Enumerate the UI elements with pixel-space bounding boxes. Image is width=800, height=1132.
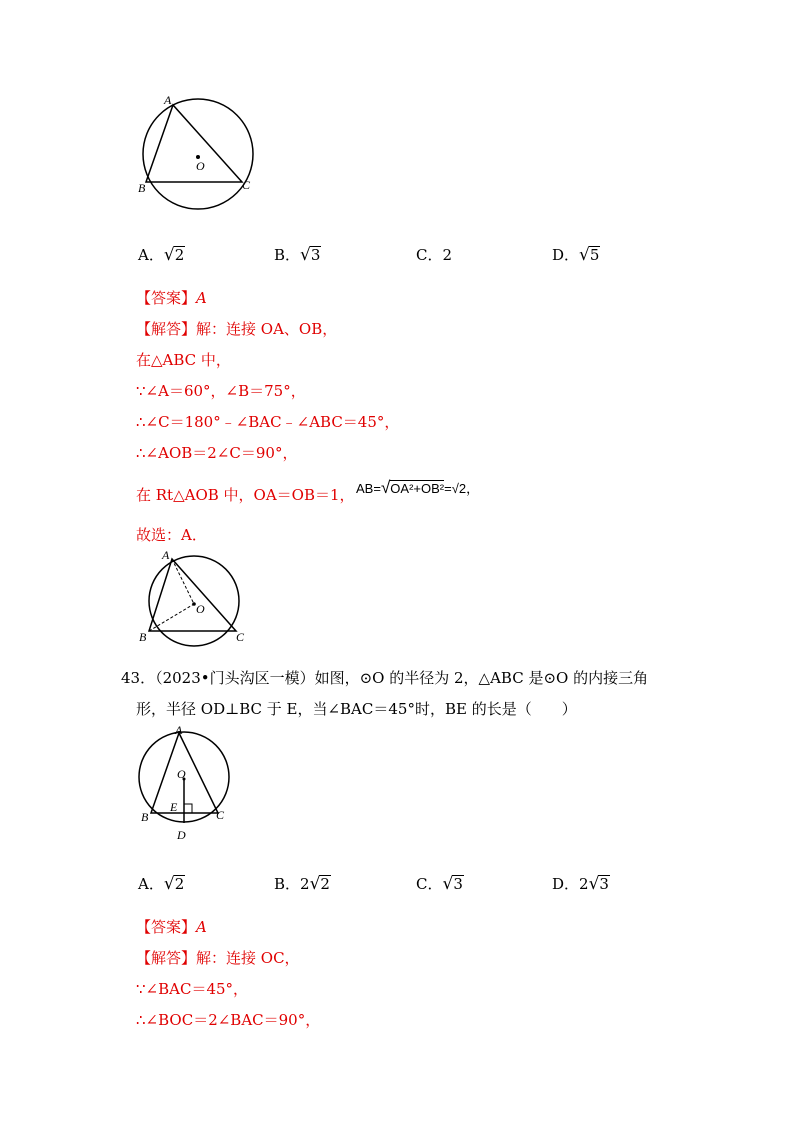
- solution-2-line-2: ∵∠BAC＝45°，: [136, 980, 249, 998]
- label-a: A: [164, 93, 172, 107]
- sqrt-icon: √3: [300, 245, 321, 265]
- option-a[interactable]: A．√2: [138, 245, 185, 265]
- sqrt-icon: √5: [579, 245, 600, 265]
- figure-2-circle-triangle-radii: [135, 548, 255, 648]
- sqrt-icon: √2: [163, 874, 185, 894]
- solution-1-line-1: 【解答】解：连接 OA、OB，: [136, 320, 338, 338]
- label-d: D: [177, 828, 186, 842]
- right-angle-mark: [184, 804, 192, 813]
- solution-2-line-3: ∴∠BOC＝2∠BAC＝90°，: [136, 1011, 321, 1029]
- label-a: A: [175, 723, 183, 737]
- option-c[interactable]: C．√3: [416, 874, 463, 894]
- label-o: O: [196, 602, 205, 616]
- label-c: C: [242, 178, 251, 192]
- solution-1-line-4: ∴∠C＝180°﹣∠BAC﹣∠ABC＝45°，: [136, 413, 400, 431]
- label-c: C: [216, 808, 225, 822]
- solution-1-line-3: ∵∠A＝60°，∠B＝75°，: [136, 382, 306, 400]
- option-d[interactable]: D．2√3: [552, 874, 609, 894]
- option-a[interactable]: A．√2: [138, 874, 185, 894]
- solution-1-line-5: ∴∠AOB＝2∠C＝90°，: [136, 444, 298, 462]
- question-43-line-1: 43．（2023•门头沟区一模）如图，⊙O 的半径为 2，△ABC 是⊙O 的内接三角: [121, 669, 649, 687]
- option-c[interactable]: C．2: [416, 246, 453, 264]
- label-o: O: [196, 159, 205, 173]
- sqrt-icon: √3: [442, 874, 463, 894]
- label-c: C: [236, 630, 245, 644]
- figure-3-circle-triangle-od: [135, 722, 245, 847]
- answer-1: 【答案】A: [136, 289, 207, 307]
- option-b[interactable]: B．2√2: [274, 874, 330, 894]
- question-43-line-2: 形，半径 OD⊥BC 于 E，当∠BAC＝45°时，BE 的长是（ ）: [136, 700, 577, 718]
- label-a: A: [162, 548, 170, 562]
- sqrt-icon: √2: [163, 245, 185, 265]
- label-b: B: [141, 810, 149, 824]
- option-b[interactable]: B．√3: [274, 245, 321, 265]
- solution-1-line-7: 故选：A．: [136, 526, 207, 544]
- solution-1-line-2: 在△ABC 中，: [136, 351, 231, 369]
- radius-oa: [172, 559, 194, 604]
- label-e: E: [170, 800, 178, 814]
- circle-o: [143, 99, 253, 209]
- answer-2: 【答案】A: [136, 918, 207, 936]
- sqrt-icon: √2: [309, 874, 330, 894]
- label-b: B: [138, 181, 146, 195]
- formula-ab: AB=√OA²+OB²=√2，: [356, 478, 480, 497]
- label-o: O: [177, 767, 186, 781]
- solution-2-line-1: 【解答】解：连接 OC，: [136, 949, 300, 967]
- sqrt-icon: √3: [588, 874, 609, 894]
- solution-1-line-6: 在 Rt△AOB 中，OA＝OB＝1，: [136, 486, 355, 504]
- option-d[interactable]: D．√5: [552, 245, 600, 265]
- figure-1-circle-triangle: [130, 90, 270, 210]
- triangle-abc: [146, 105, 242, 182]
- label-b: B: [139, 630, 147, 644]
- circle-o: [149, 556, 239, 646]
